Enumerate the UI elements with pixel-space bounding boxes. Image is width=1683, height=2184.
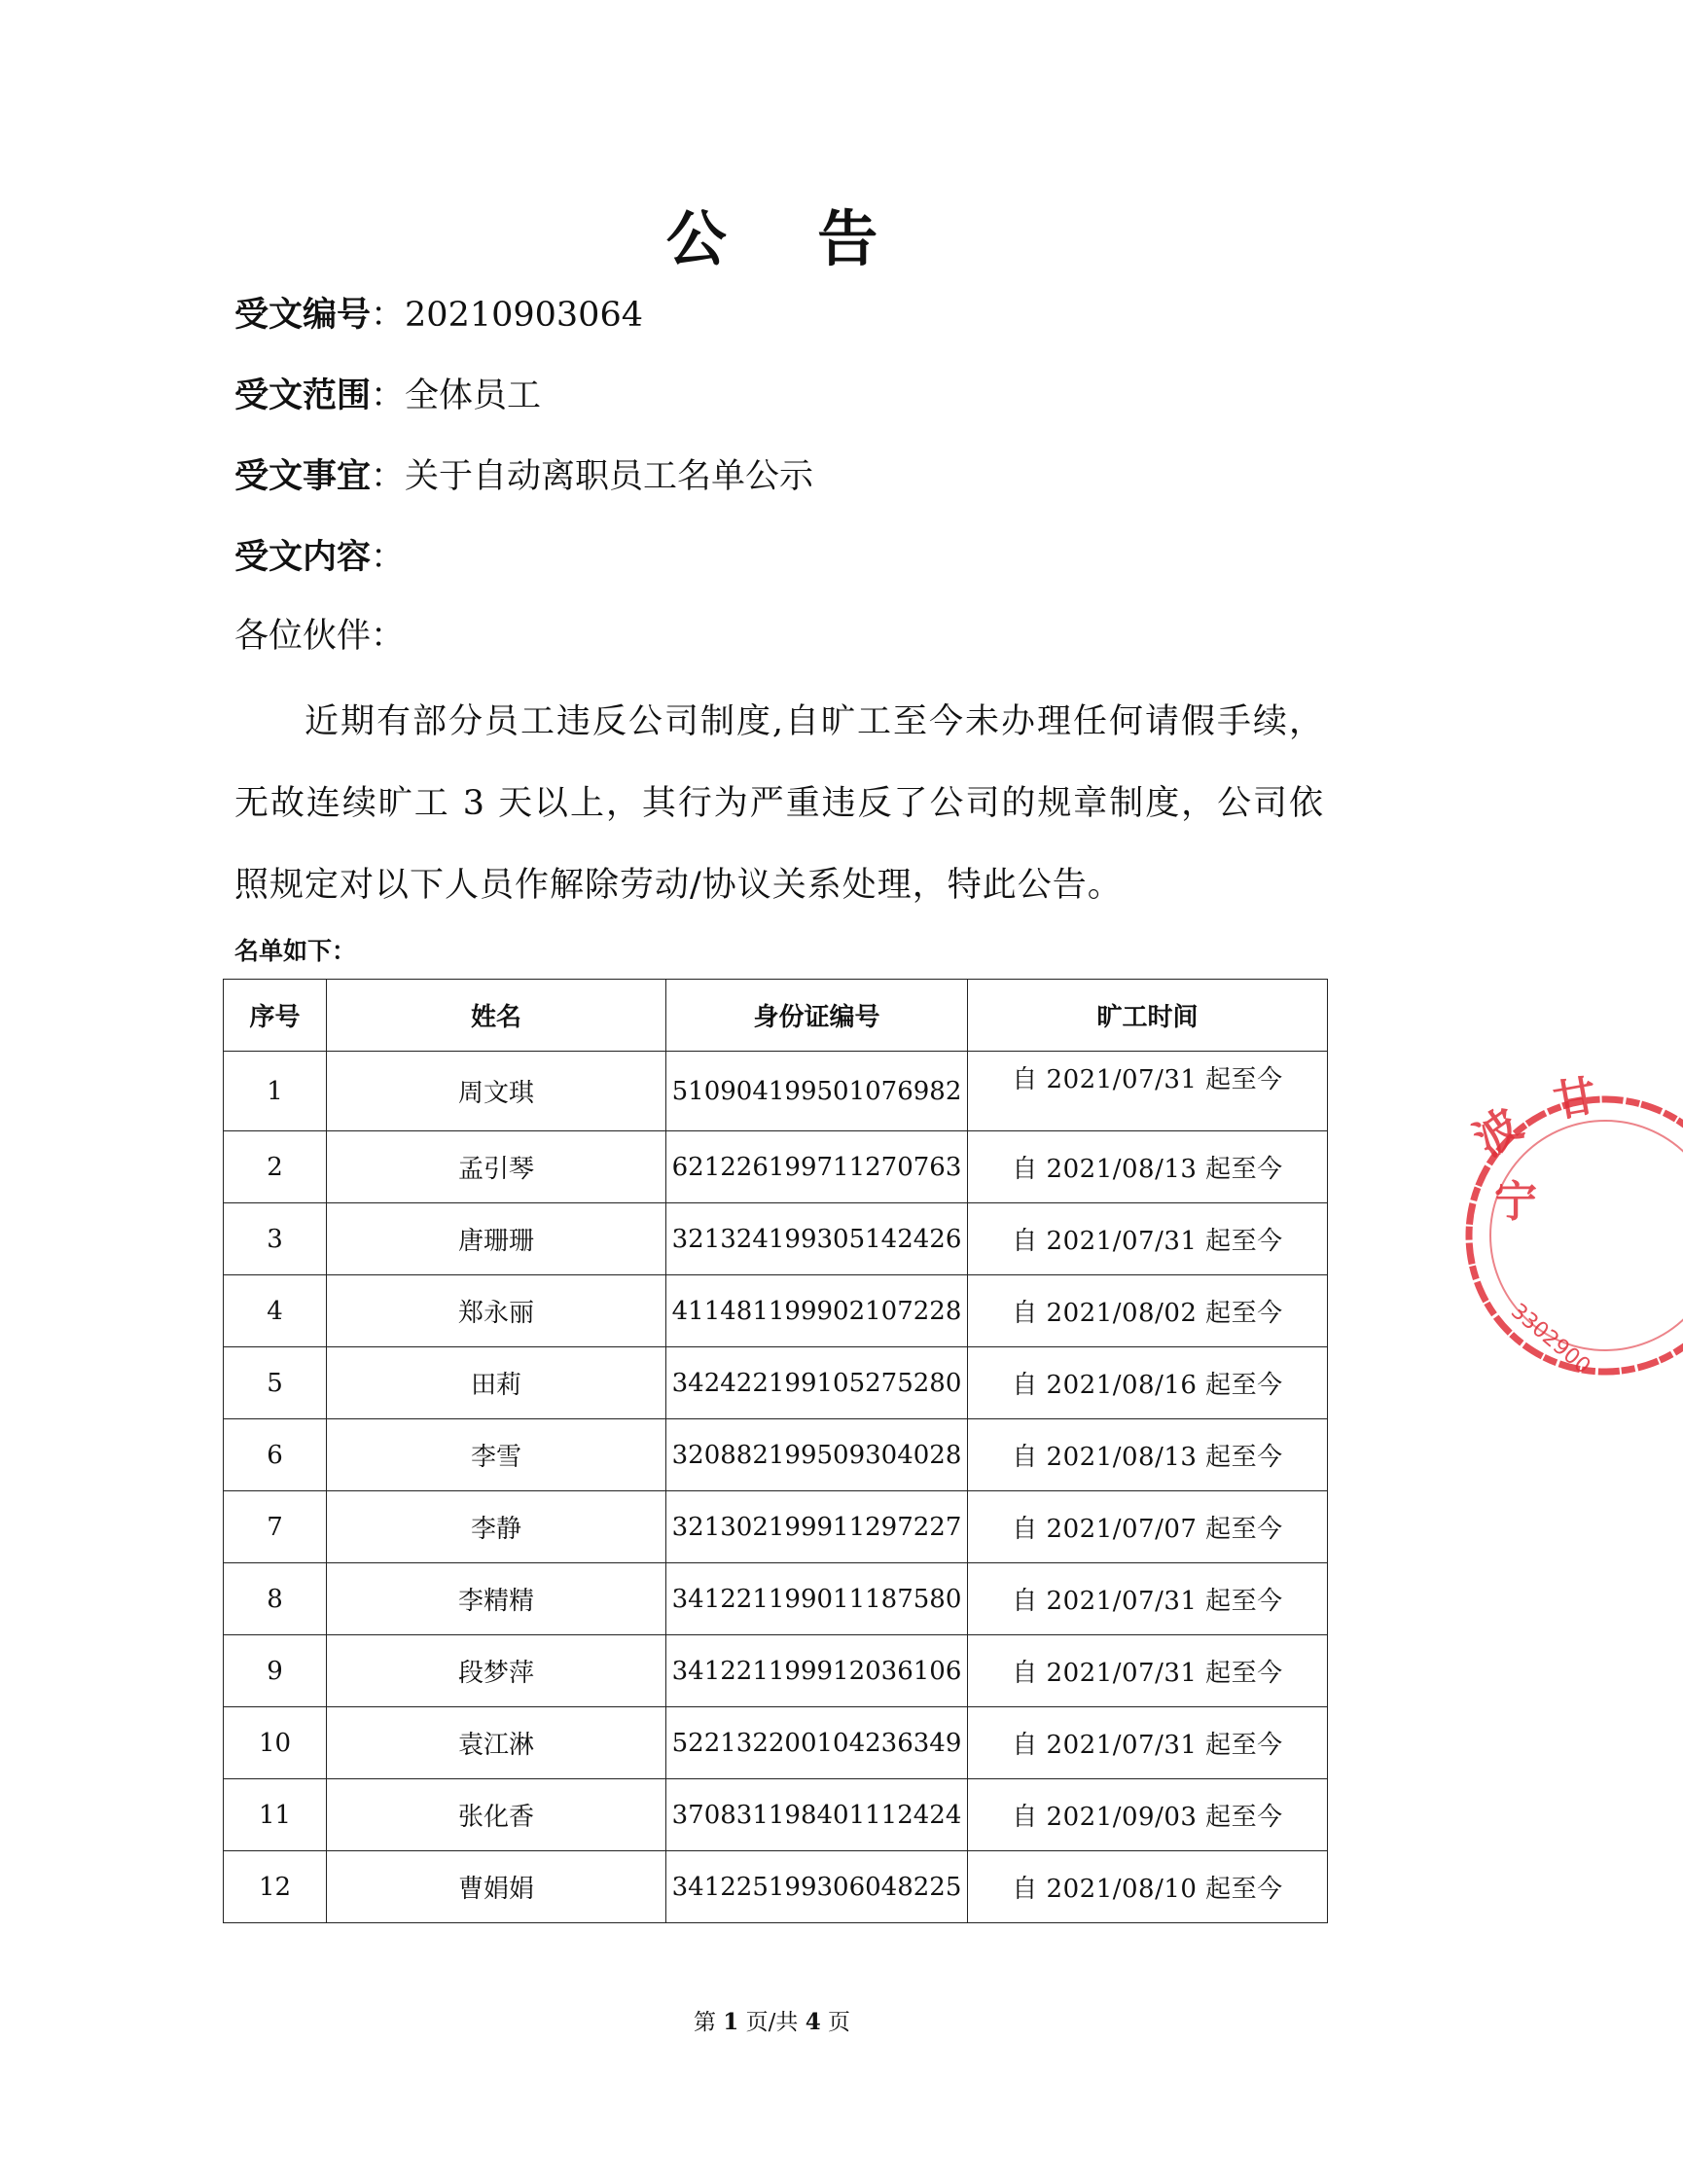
cell-id: 321302199911297227: [666, 1491, 968, 1563]
header-no: 序号: [224, 980, 327, 1052]
table-body: [224, 1052, 1328, 1923]
cell-id: 522132200104236349: [666, 1707, 968, 1779]
table-row: [224, 1779, 1328, 1851]
cell-no: 5: [224, 1347, 327, 1419]
cell-name: 郑永丽: [327, 1275, 666, 1347]
field-value: 关于自动离职员工名单公示: [405, 457, 814, 496]
page-title: 公 告: [665, 203, 913, 274]
field-label: 受文事宜: [234, 457, 372, 496]
cell-period: 自 2021/08/13 起至今: [968, 1131, 1328, 1203]
cell-name: 唐珊珊: [327, 1203, 666, 1275]
cell-no: 10: [224, 1707, 327, 1779]
header-id: 身份证编号: [666, 980, 968, 1052]
cell-period: 自 2021/07/31 起至今: [968, 1563, 1328, 1635]
table-row: [224, 1419, 1328, 1491]
cell-no: 8: [224, 1563, 327, 1635]
cell-no: 4: [224, 1275, 327, 1347]
cell-id: 510904199501076982: [666, 1052, 968, 1131]
cell-id: 341221199011187580: [666, 1563, 968, 1635]
cell-no: 3: [224, 1203, 327, 1275]
cell-name: 孟引琴: [327, 1131, 666, 1203]
table-row: [224, 1707, 1328, 1779]
cell-name: 李雪: [327, 1419, 666, 1491]
cell-period: 自 2021/07/31 起至今: [968, 1203, 1328, 1275]
cell-period: 自 2021/07/31 起至今: [968, 1635, 1328, 1707]
table-row: [224, 1203, 1328, 1275]
seal-number: 3302900: [1506, 1299, 1595, 1379]
table-row: [224, 1275, 1328, 1347]
field-content: [234, 530, 405, 579]
cell-id: 320882199509304028: [666, 1419, 968, 1491]
cell-name: 周文琪: [327, 1052, 666, 1131]
company-seal: [1450, 1070, 1683, 1401]
footer-page: 1: [723, 2009, 739, 2035]
footer-pre: 第: [693, 2010, 716, 2035]
table-row: [224, 1052, 1328, 1131]
cell-period: 自 2021/08/10 起至今: [968, 1851, 1328, 1923]
field-doc-number: [234, 288, 643, 337]
cell-no: 2: [224, 1131, 327, 1203]
table-row: [224, 1131, 1328, 1203]
dismissal-table: [223, 979, 1328, 1923]
cell-no: 11: [224, 1779, 327, 1851]
cell-name: 田莉: [327, 1347, 666, 1419]
cell-no: 1: [224, 1052, 327, 1131]
cell-name: 李静: [327, 1491, 666, 1563]
cell-id: 341221199912036106: [666, 1635, 968, 1707]
cell-period: 自 2021/08/13 起至今: [968, 1419, 1328, 1491]
list-heading: 名单如下：: [234, 937, 357, 965]
field-value: 全体员工: [405, 376, 542, 415]
field-colon: ：: [371, 296, 406, 335]
cell-no: 9: [224, 1635, 327, 1707]
table-row: [224, 1635, 1328, 1707]
page-footer: [0, 2004, 1544, 2036]
cell-no: 6: [224, 1419, 327, 1491]
header-name: 姓名: [327, 980, 666, 1052]
cell-id: 621226199711270763: [666, 1131, 968, 1203]
table-row: [224, 1851, 1328, 1923]
cell-name: 袁江淋: [327, 1707, 666, 1779]
cell-id: 341225199306048225: [666, 1851, 968, 1923]
notice-body: 近期有部分员工违反公司制度,自旷工至今未办理任何请假手续，无故连续旷工 3 天以上，其行为严重违反了公司的规章制度，公司依照规定对以下人员作解除劳动/协议关系处理，特此公告。: [234, 702, 1324, 905]
seal-glyphs: 宁: [1494, 1177, 1537, 1227]
table-row: [224, 1491, 1328, 1563]
cell-period: 自 2021/07/31 起至今: [968, 1052, 1328, 1131]
footer-total: 4: [805, 2009, 821, 2035]
cell-period: 自 2021/08/16 起至今: [968, 1347, 1328, 1419]
cell-id: 411481199902107228: [666, 1275, 968, 1347]
table-row: [224, 1563, 1328, 1635]
footer-post: 页: [828, 2010, 851, 2035]
field-label: 受文范围: [234, 376, 372, 415]
cell-name: 曹娟娟: [327, 1851, 666, 1923]
field-label: 受文内容: [234, 538, 372, 577]
header-period: 旷工时间: [968, 980, 1328, 1052]
cell-period: 自 2021/07/07 起至今: [968, 1491, 1328, 1563]
table-header-row: [224, 980, 1328, 1052]
cell-id: 321324199305142426: [666, 1203, 968, 1275]
cell-no: 7: [224, 1491, 327, 1563]
seal-glyph-3: 甘: [1550, 1070, 1601, 1128]
cell-name: 段梦萍: [327, 1635, 666, 1707]
cell-name: 李精精: [327, 1563, 666, 1635]
table-row: [224, 1347, 1328, 1419]
cell-id: 342422199105275280: [666, 1347, 968, 1419]
cell-period: 自 2021/07/31 起至今: [968, 1707, 1328, 1779]
seal-glyph-2: 波: [1464, 1097, 1531, 1167]
cell-period: 自 2021/08/02 起至今: [968, 1275, 1328, 1347]
field-value: 20210903064: [405, 296, 643, 335]
field-label: 受文编号: [234, 296, 372, 335]
greeting: 各位伙伴：: [234, 617, 406, 656]
field-subject: [234, 449, 813, 498]
cell-name: 张化香: [327, 1779, 666, 1851]
cell-period: 自 2021/09/03 起至今: [968, 1779, 1328, 1851]
field-colon: ：: [371, 457, 406, 496]
field-colon: ：: [371, 376, 406, 415]
cell-no: 12: [224, 1851, 327, 1923]
field-colon: ：: [371, 538, 406, 577]
footer-mid: 页/共: [745, 2010, 799, 2035]
cell-id: 370831198401112424: [666, 1779, 968, 1851]
field-scope: [234, 369, 541, 417]
